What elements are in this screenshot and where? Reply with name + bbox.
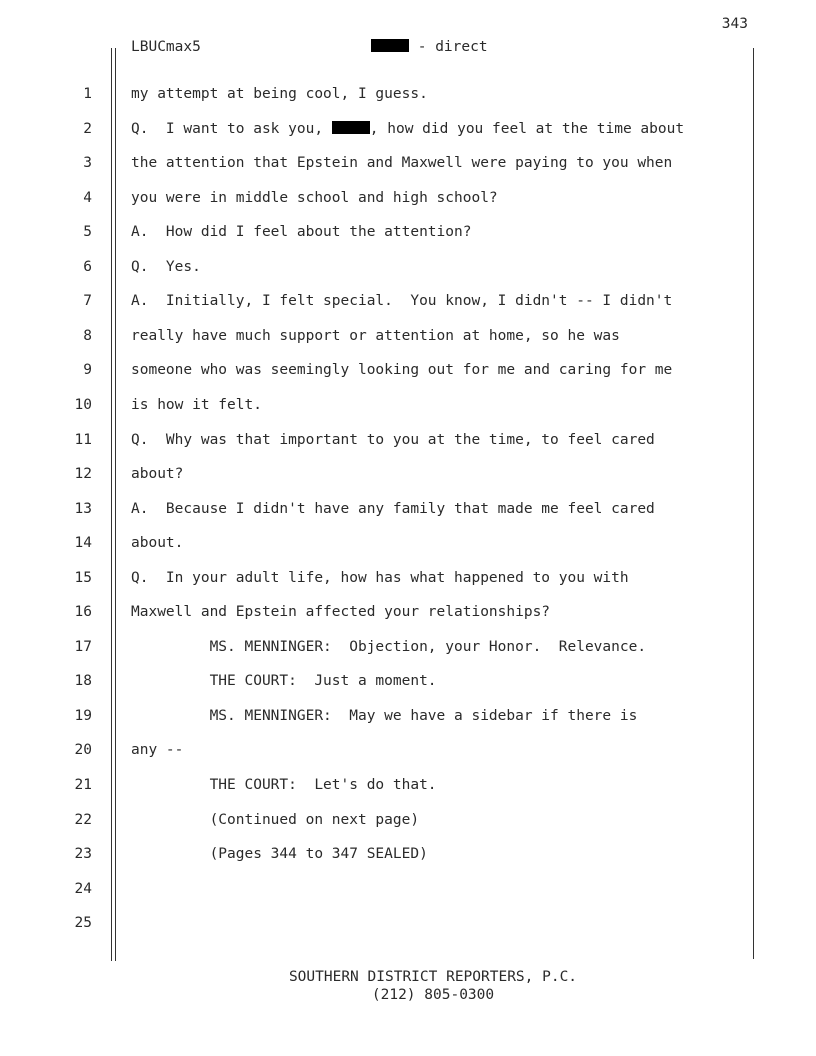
redaction-block xyxy=(371,39,409,52)
left-margin-rule-outer xyxy=(111,48,112,961)
line-text: is how it felt. xyxy=(131,397,262,413)
line-number: 10 xyxy=(74,397,92,413)
line-number: 17 xyxy=(74,639,92,655)
transcript-line xyxy=(131,86,428,102)
line-number: 1 xyxy=(83,86,92,102)
line-number: 3 xyxy=(83,155,92,171)
transcript-line xyxy=(131,328,620,344)
line-text: MS. MENNINGER: Objection, your Honor. Relevance. xyxy=(131,639,647,655)
line-text: A. Initially, I felt special. You know, I didn't -- I didn't xyxy=(131,293,673,309)
footer-reporter-name: SOUTHERN DISTRICT REPORTERS, P.C. xyxy=(288,969,578,985)
line-number: 21 xyxy=(74,777,92,793)
line-number: 12 xyxy=(74,466,92,482)
transcript-line xyxy=(131,708,637,724)
line-text: the attention that Epstein and Maxwell were paying to you when xyxy=(131,155,673,171)
transcript-line xyxy=(131,259,201,275)
line-text-continued: , how did you feel at the time about xyxy=(369,121,685,137)
line-number: 25 xyxy=(74,915,92,931)
line-text: really have much support or attention at home, so he was xyxy=(131,328,620,344)
line-number: 15 xyxy=(74,570,92,586)
line-number: 19 xyxy=(74,708,92,724)
transcript-line xyxy=(131,604,550,620)
line-text: someone who was seemingly looking out for me and caring for me xyxy=(131,362,673,378)
line-number: 14 xyxy=(74,535,92,551)
line-text: MS. MENNINGER: May we have a sidebar if there is xyxy=(131,708,638,724)
transcript-line xyxy=(131,535,183,551)
line-number: 18 xyxy=(74,673,92,689)
right-margin-rule xyxy=(753,48,754,959)
line-text: THE COURT: Just a moment. xyxy=(131,673,437,689)
line-text: A. Because I didn't have any family that made me feel cared xyxy=(131,501,655,517)
line-text: my attempt at being cool, I guess. xyxy=(131,86,428,102)
line-text: any -- xyxy=(131,742,184,758)
header-direct-label: - direct xyxy=(409,39,488,55)
transcript-line xyxy=(131,155,672,171)
header-witness-direct xyxy=(371,39,488,55)
transcript-line xyxy=(131,121,684,137)
redaction-block xyxy=(332,121,370,134)
transcript-line xyxy=(131,466,183,482)
left-margin-rule-inner xyxy=(115,48,116,961)
line-text: about. xyxy=(131,535,184,551)
line-number: 5 xyxy=(83,224,92,240)
transcript-line xyxy=(131,639,646,655)
line-text: (Pages 344 to 347 SEALED) xyxy=(131,846,428,862)
line-text: Q. In your adult life, how has what happened to you with xyxy=(131,570,629,586)
line-number: 24 xyxy=(74,881,92,897)
line-number: 13 xyxy=(74,501,92,517)
line-number: 16 xyxy=(74,604,92,620)
footer-phone: (212) 805-0300 xyxy=(371,987,495,1003)
line-number: 4 xyxy=(83,190,92,206)
line-text: you were in middle school and high school? xyxy=(131,190,498,206)
line-number: 22 xyxy=(74,812,92,828)
line-number: 23 xyxy=(74,846,92,862)
line-number: 8 xyxy=(83,328,92,344)
line-text: Q. Why was that important to you at the time, to feel cared xyxy=(131,432,655,448)
transcript-line xyxy=(131,777,437,793)
line-number: 6 xyxy=(83,259,92,275)
transcript-line xyxy=(131,397,262,413)
transcript-line xyxy=(131,224,471,240)
transcript-line xyxy=(131,432,655,448)
transcript-line xyxy=(131,362,672,378)
transcript-line xyxy=(131,190,498,206)
line-number: 2 xyxy=(83,121,92,137)
line-text: (Continued on next page) xyxy=(131,812,420,828)
line-number: 11 xyxy=(74,432,92,448)
transcript-line xyxy=(131,742,183,758)
footer xyxy=(0,968,816,1004)
transcript-line xyxy=(131,293,672,309)
page-number: 343 xyxy=(721,16,748,32)
transcript-line xyxy=(131,812,419,828)
line-number: 9 xyxy=(83,362,92,378)
line-text: THE COURT: Let's do that. xyxy=(131,777,437,793)
transcript-line xyxy=(131,501,655,517)
line-number: 7 xyxy=(83,293,92,309)
line-text: Q. I want to ask you, xyxy=(131,121,332,137)
transcript-line xyxy=(131,673,437,689)
line-text: Maxwell and Epstein affected your relationships? xyxy=(131,604,551,620)
line-text: about? xyxy=(131,466,184,482)
line-text: A. How did I feel about the attention? xyxy=(131,224,472,240)
transcript-line xyxy=(131,570,629,586)
line-number: 20 xyxy=(74,742,92,758)
line-text: Q. Yes. xyxy=(131,259,201,275)
transcript-line xyxy=(131,846,428,862)
header-case-code: LBUCmax5 xyxy=(131,39,201,55)
